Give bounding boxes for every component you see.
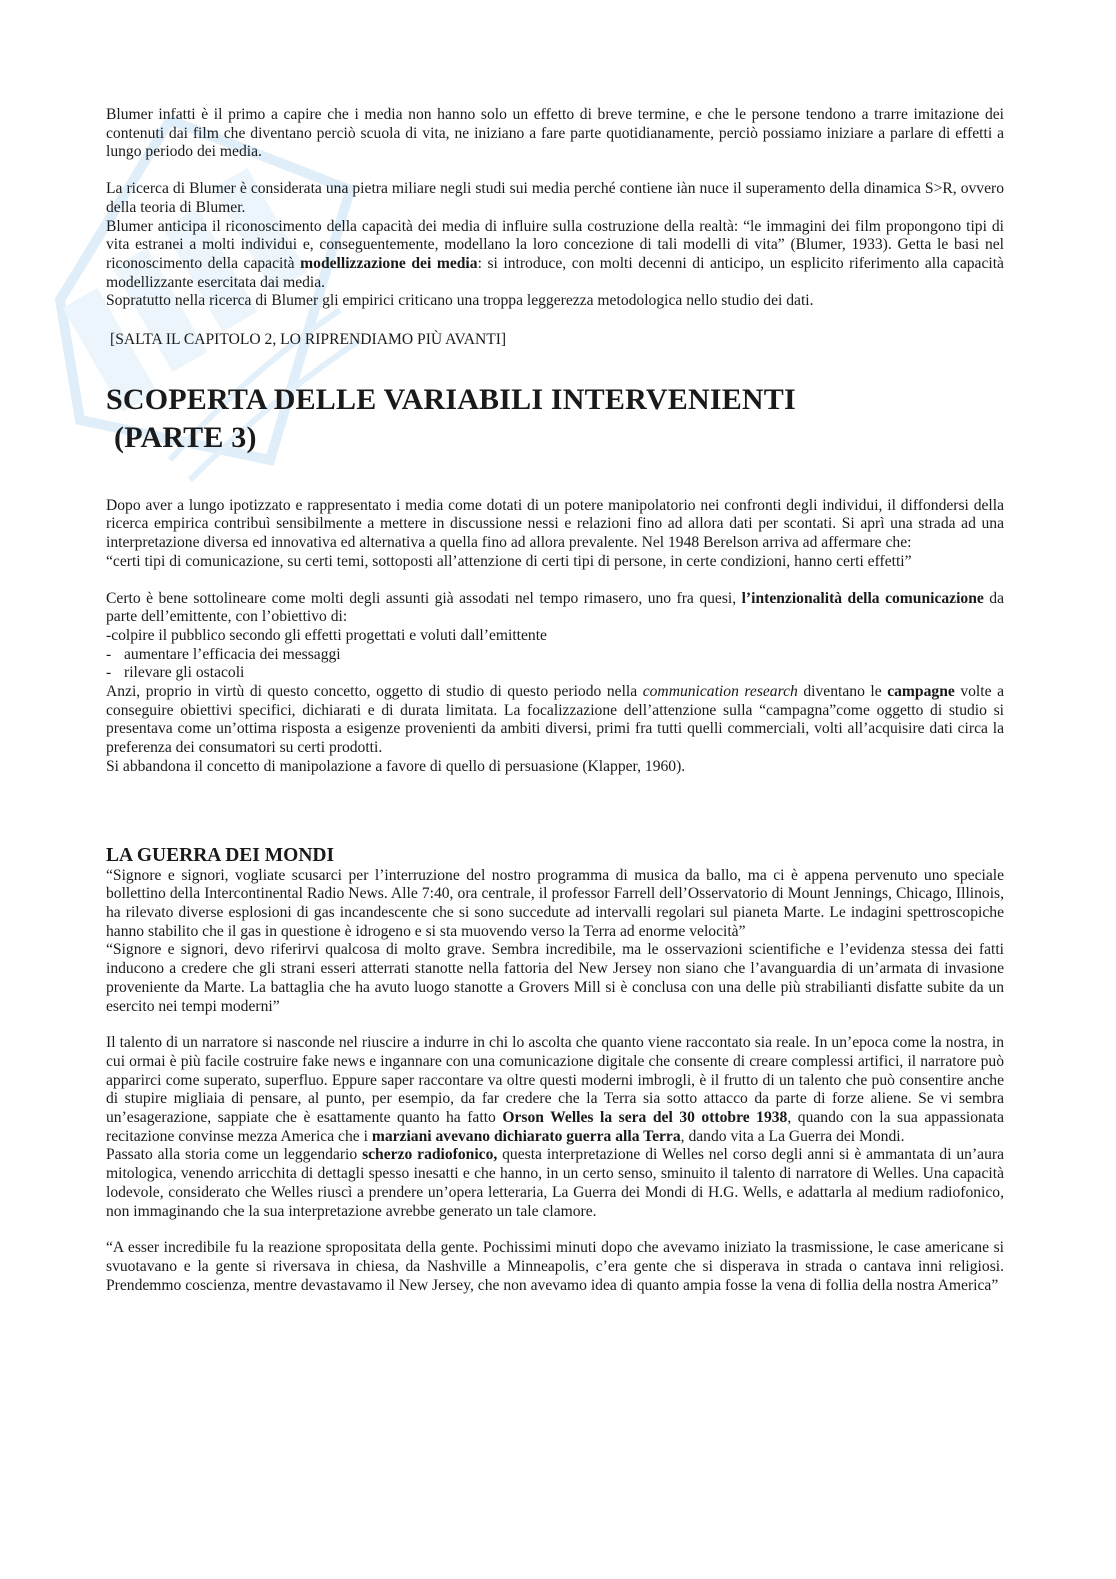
list-item-text: aumentare l’efficacia dei messaggi	[124, 645, 341, 663]
paragraph	[106, 1034, 1004, 1146]
list-item-text: rilevare gli ostacoli	[124, 664, 245, 682]
bold-text: marziani avevano dichiarato guerra alla Terra	[371, 1127, 681, 1145]
document-body	[106, 106, 1004, 1295]
paragraph	[106, 683, 1004, 758]
text-run: Il talento di un narratore si nasconde nel riuscire a indurre in chi lo ascolta che quanto viene raccontato sia reale. In un’epoca come la nostra, in cui ormai è più facile costruire fake news e ingannare con una comunicazione digitale che consente di creare complessi artifici, il narratore può apparirci come superato, superfluo. Eppure saper raccontare va oltre questi moderni imbrogli, è il frutto di un talento che può consentire anche di stupire migliaia di pensare, al punto, per esempio, da far credere che la Terra sia sotto attacco da parte di forze aliene. Se vi sembra un’esagerazione, sappiate che è esattamente quanto ha fatto	[106, 1034, 1004, 1127]
bold-text: l’intenzionalità della comunicazione	[741, 589, 984, 607]
paragraph: Blumer infatti è il primo a capire che i media non hanno solo un effetto di breve termine, e che le persone tendono a trarre imitazione dei contenuti dai film che diventano perciò scuola di vita, ne iniziano a fare parte quotidianamente, perciò possiamo iniziare a parlare di effetti a lungo periodo dei media.	[106, 106, 1004, 161]
paragraph: La ricerca di Blumer è considerata una pietra miliare negli studi sui media perché contiene iàn nuce il superamento della dinamica S>R, ovvero della teoria di Blumer.	[106, 180, 1004, 216]
chapter-note: [SALTA IL CAPITOLO 2, LO RIPRENDIAMO PIÙ AVANTI]	[110, 331, 507, 349]
text-run: Anzi, proprio in virtù di questo concetto, oggetto di studio di questo periodo nella	[106, 683, 643, 701]
text-run: diventano le	[797, 683, 888, 701]
paragraph	[106, 590, 1004, 627]
italic-text: communication research	[642, 683, 798, 701]
quote: “Signore e signori, devo riferirvi qualcosa di molto grave. Sembra incredibile, ma le osservazioni scientifiche e l’evidenza stessa dei fatti inducono a credere che gli strani esseri atterrati stanotte nella fattoria del New Jersey non siano che l’avanguardia di un’armata di invasione proveniente da Marte. La battaglia che ha avuto luogo stanotte a Grovers Mill si è conclusa con una delle più strabilianti disfatte subite da un esercito nei tempi moderni”	[106, 941, 1004, 1015]
paragraph: Dopo aver a lungo ipotizzato e rappresentato i media come dotati di un potere manipolatorio nei confronti degli individui, il diffondersi della ricerca empirica contribuì sensibilmente a mettere in discussione nessi e relazioni fino ad allora dati per scontati. Si aprì una strada ad una interpretazione diversa ed innovativa ed alternativa a quella fino ad allora prevalente. Nel 1948 Berelson arriva ad affermare che:	[106, 496, 1004, 552]
text-run: questa interpretazione di Welles nel corso degli anni si è ammantata di un’aura mitologica, venendo arricchita di dettagli spesso inesatti e che hanno, in un certo senso, sminuito il talento di narratore di Welles. Una capacità lodevole, considerato che Welles riuscì a prendere un’opera letteraria, La Guerra dei Mondi di H.G. Wells, e adattarla al medium radiofonico, non immaginando che la sua interpretazione avrebbe generato un tale clamore.	[106, 1146, 1005, 1220]
paragraph	[106, 218, 1004, 293]
bold-text: modellizzazione dei media	[300, 254, 478, 272]
quote: “A esser incredibile fu la reazione spropositata della gente. Pochissimi minuti dopo che avevamo iniziato la trasmissione, le case americane si svuotavano e la gente si riversava in chiesa, da Nashville a Minneapolis, c’era gente che si disperava in strada o cantava inni religiosi. Prendemmo coscienza, mentre devastavamo il New Jersey, che non avevamo idea di quanto ampia fosse la vena di follia della nostra America”	[106, 1239, 1004, 1294]
text-run: , dando vita a La Guerra dei Mondi.	[680, 1127, 905, 1145]
subsection-heading: LA GUERRA DEI MONDI	[106, 844, 335, 866]
section-heading	[106, 381, 1004, 457]
text-run: volte a conseguire obiettivi specifici, dichiarati e di durata limitata. La focalizzazione dell’attenzione sulla “campagna”come oggetto di studio si presentava come un’ottima risposta a esigenze provenienti da ambiti diversi, primi fra tutti quelli commerciali, volti all’acquisire dati circa la preferenza dei consumatori su certi prodotti.	[106, 683, 1004, 757]
quote: “certi tipi di comunicazione, su certi temi, sottoposti all’attenzione di certi tipi di persone, in certe condizioni, hanno certi effetti”	[106, 552, 912, 570]
text-run: : si introduce, con molti decenni di anticipo, un esplicito riferimento alla capacità modellizzante esercitata dai media.	[106, 254, 1004, 291]
quote: “Signore e signori, vogliate scusarci per l’interruzione del nostro programma di musica da ballo, ma ci è appena pervenuto uno speciale bollettino della Intercontinental Radio News. Alle 7:40, ora centrale, il professor Farrell dell’Osservatorio di Mount Jennings, Chicago, Illinois, ha rilevato diverse esplosioni di gas incandescente che si sono succedute ad intervalli regolari sul pianeta Marte. Le indagini spettroscopiche hanno stabilito che il gas in questione è idrogeno e si sta muovendo verso la Terra ad enorme velocità”	[106, 866, 1004, 940]
list-dash: -	[106, 664, 112, 682]
text-run: Certo è bene sottolineare come molti degli assunti già assodati nel tempo rimasero, uno fra quesi,	[106, 589, 742, 607]
paragraph: Si abbandona il concetto di manipolazione a favore di quello di persuasione (Klapper, 1960).	[106, 757, 686, 775]
heading-line: SCOPERTA DELLE VARIABILI INTERVENIENTI	[106, 382, 796, 416]
text-run: da parte dell’emittente, con l’obiettivo di:	[106, 589, 1004, 626]
paragraph: Sopratutto nella ricerca di Blumer gli empirici criticano una troppa leggerezza metodologica nello studio dei dati.	[106, 292, 814, 310]
bold-text: campagne	[887, 683, 955, 701]
text-run: Passato alla storia come un leggendario	[106, 1146, 363, 1164]
text-run: Blumer anticipa il riconoscimento della capacità dei media di influire sulla costruzione della realtà: “le immagini dei film propongono tipi di vita estranei a molti individui e, conseguentemente, modellano la loro concezione di tali modelli di vita” (Blumer, 1933). Getta le basi nel riconoscimento della capacità	[106, 217, 1004, 272]
list-item: -colpire il pubblico secondo gli effetti progettati e voluti dall’emittente	[106, 626, 547, 644]
paragraph	[106, 1146, 1004, 1221]
list-dash: -	[106, 645, 112, 663]
list-item	[106, 664, 1004, 683]
list-item	[106, 646, 1004, 665]
bold-text: Orson Welles la sera del 30 ottobre 1938	[502, 1109, 788, 1127]
text-run: , quando con la sua appassionata recitazione convinse mezza America che i	[106, 1109, 1004, 1145]
heading-line: (PARTE 3)	[114, 420, 257, 454]
bold-text: scherzo radiofonico,	[362, 1146, 498, 1164]
